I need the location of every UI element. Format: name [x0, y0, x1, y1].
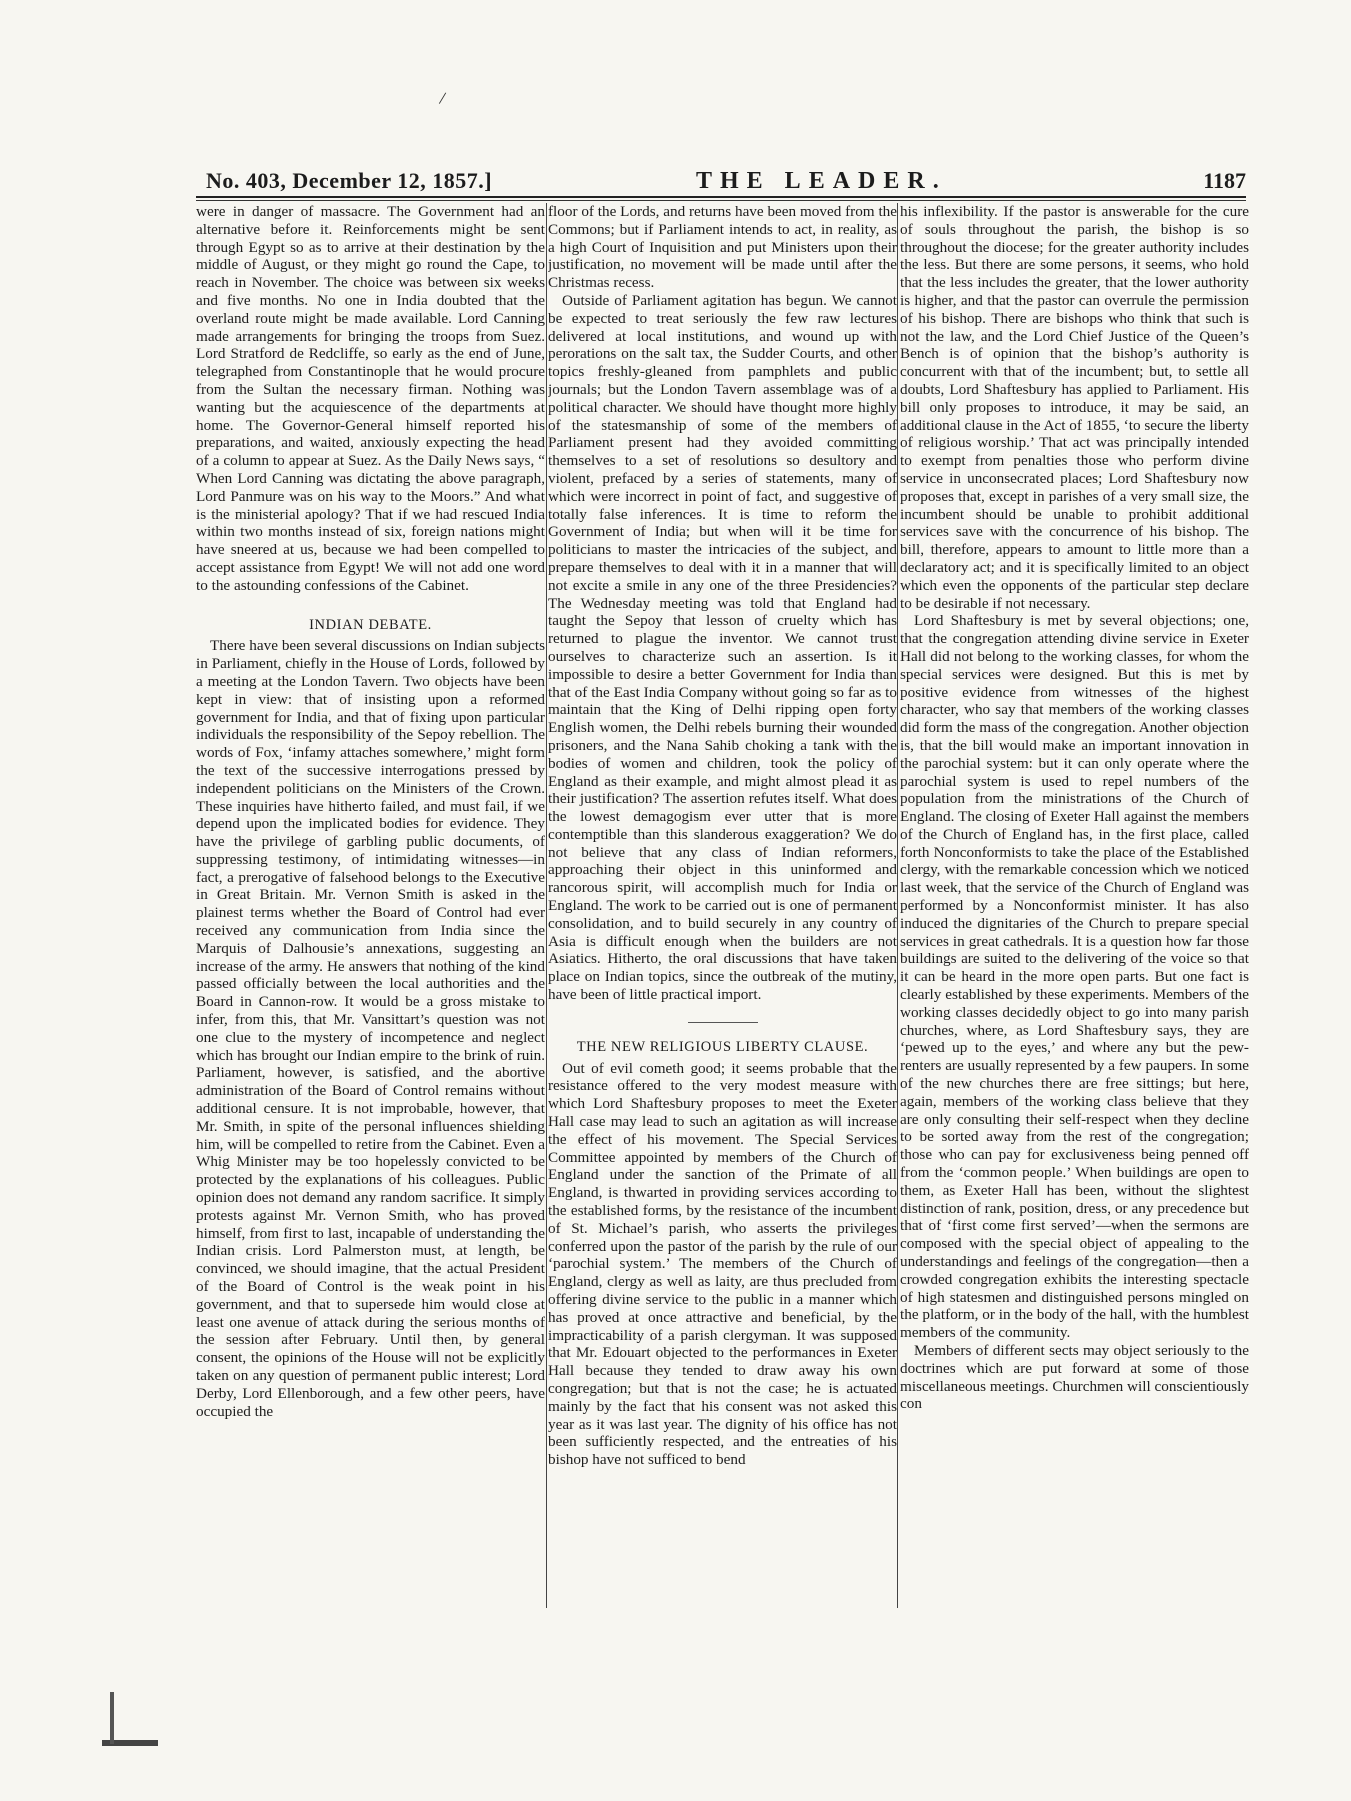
column-1 [196, 203, 545, 1613]
issue-date: No. 403, December 12, 1857.] [206, 168, 493, 193]
header-rule [196, 196, 1246, 198]
header-rule-thin [196, 200, 1246, 201]
section-heading-indian-debate: INDIAN DEBATE. [309, 616, 432, 633]
column-3 [900, 203, 1249, 1613]
page-number: 1187 [1203, 168, 1246, 193]
newspaper-title: THE LEADER. [696, 168, 947, 194]
column-divider [546, 203, 547, 1608]
paragraph: were in danger of massacre. The Government had an alternative before it. Reinforcements might be sent through Egypt so as to arrive at their destination by the middle of August, or they might go round the Cape, to reach in November. The choice was between six weeks and five months. No one in India doubted that the overland route might be made available. Lord Canning made arrangements for bringing the troops from Suez. Lord Stratford de Redcliffe, so early as the end of June, telegraphed from Constantinople that he would procure from the Sultan the necessary firman. Nothing was wanting but the acquiescence of the departments at home. The Governor-General himself reported his preparations, and waited, anxiously expecting the head of a column to appear at Suez. As the Daily News says, “ When Lord Canning was dictating the above paragraph, Lord Panmure was on his way to the Moors.” And what is the ministerial apology? That if we had rescued India within two months instead of six, foreign nations might have sneered at us, because we had been compelled to accept assistance from Egypt! We will not add one word to the astounding confessions of the Cabinet. [196, 203, 545, 594]
paragraph: Members of different sects may object seriously to the doctrines which are put forward at some of those miscellaneous meetings. Churchmen will conscientiously con [900, 1342, 1249, 1413]
paragraph: his inflexibility. If the pastor is answerable for the cure of souls throughout the parish, the bishop is so throughout the diocese; for the greater authority includes the less. But there are some persons, it seems, who hold that the less includes the greater, that the lower authority is higher, and that the pastor can overrule the permission of his bishop. There are bishops who think that such is not the law, and the Lord Chief Justice of the Queen’s Bench is of opinion that the bishop’s authority is concurrent with that of the incumbent; but, to settle all doubts, Lord Shaftesbury has applied to Parliament. His bill only proposes to introduce, it may be said, an additional clause in the Act of 1855, ‘to secure the liberty of religious worship.’ That act was principally intended to exempt from penalties those who perform divine service in unconsecrated places; Lord Shaftesbury now proposes that, except in parishes of a very small size, the incumbent should be unable to prohibit additional services save with the concurrence of his bishop. The bill, therefore, appears to amount to little more than a declaratory act; and it is specifically limited to an object which even the opponents of the particular step declare to be desirable if not necessary. [900, 203, 1249, 612]
paragraph: Out of evil cometh good; it seems probable that the resistance offered to the very modest measure with which Lord Shaftesbury proposes to meet the Exeter Hall case may lead to such an agitation as will increase the effect of his movement. The Special Services Committee appointed by members of the Church of England under the sanction of the Primate of all England, is thwarted in providing services according to the established forms, by the resistance of the incumbent of St. Michael’s parish, who asserts the privileges conferred upon the pastor of the parish by the rule of our ‘parochial system.’ The members of the Church of England, clergy as well as laity, are thus precluded from offering divine service to the public in a manner which has proved at once attractive and beneficial, by the impracticability of a parish clergyman. It was supposed that Mr. Edouart objected to the performances in Exeter Hall because they tended to draw away his own congregation; but that is not the case; he is actuated mainly by the fact that his consent was not asked this year as it was last year. The dignity of his office has not been sufficiently respected, and the entreaties of his bishop have not sufficed to bend [548, 1059, 897, 1469]
paragraph: Lord Shaftesbury is met by several objections; one, that the congregation attending divine service in Exeter Hall did not belong to the working classes, for whom the special services were designed. But this is met by positive evidence from witnesses of the highest character, who say that members of the working classes did form the mass of the congregation. Another objection is, that the bill would make an important innovation in the parochial system: but it can only operate where the parochial system is used to repel numbers of the population from the ministrations of the Church of England. The closing of Exeter Hall against the members of the Church of England has, in the first place, called forth Nonconformists to take the place of the Established clergy, with the remarkable concession which we noticed last week, that the service of the Church of England was performed by a Nonconformist minister. It has also induced the dignitaries of the Church to prepare special services in great cathedrals. It is a question how far those buildings are suited to the delivering of the voice so that it can be heard in the more open parts. But one fact is clearly established by these experiments. Members of the working classes decidedly object to go into many parish churches, where, as Lord Shaftesbury says, they are ‘pewed up to the eyes,’ and where any but the pew-renters are usually represented by a few paupers. In some of the new churches there are free sittings; but here, again, members of the working class believe that they are only consulting their self-respect when they decline to be sorted away from the rest of the congregation; those who can pay for exclusiveness being penned off from the ‘common people.’ When buildings are open to them, as Exeter Hall has been, without the slightest distinction of rank, position, dress, or any precedence but that of ‘first come first served’—when the sermons are composed with the special object of appealing to the understandings and feelings of the congregation—then a crowded congregation exhibits the interesting spectacle of high statesmen and distinguished persons mingled on the platform, or in the body of the hall, with the humblest members of the community. [900, 612, 1249, 1342]
column-2 [548, 203, 897, 1613]
paragraph: floor of the Lords, and returns have been moved from the Commons; but if Parliament intends to act, in reality, as a high Court of Inquisition and put Ministers upon their justification, no movement will be made until after the Christmas recess. [548, 203, 897, 292]
margin-pencil-mark: / [438, 87, 448, 109]
column-divider [897, 203, 898, 1608]
binding-mark [110, 1692, 114, 1744]
paragraph: Outside of Parliament agitation has begun. We cannot be expected to treat seriously the few raw lectures delivered at local institutions, and wound up with perorations on the salt tax, the Sudder Courts, and other topics freshly-gleaned from pamphlets and public journals; but the London Tavern assemblage was of a political character. We should have thought more highly of the statesmanship of some of the members of Parliament present had they avoided committing themselves to a set of resolutions so desultory and violent, prefaced by a series of statements, many of which were incorrect in point of fact, and suggestive of totally false inferences. It is time to reform the Government of India; but when will it be time for politicians to master the intricacies of the subject, and prepare themselves to deal with it in a manner that will not excite a smile in any one of the three Presidencies? The Wednesday meeting was told that England had taught the Sepoy that lesson of cruelty which has returned to plague the inventor. We cannot trust ourselves to characterize such an assertion. Is it impossible to desire a better Government for India than that of the East India Company without going so far as to maintain that the King of Delhi ripping open forty English women, the Delhi rebels burning their wounded prisoners, and the Nana Sahib choking a tank with the bodies of women and children, took the policy of England as their example, and might almost plead it as their justification? The assertion refutes itself. What does the lowest demagogism ever utter that is more contemptible than this slanderous exaggeration? We do not believe that any class of Indian reformers, approaching their object in this uninformed and rancorous spirit, will accomplish much for India or England. The work to be carried out is one of permanent consolidation, and to build securely in any country of Asia is difficult enough when the builders are not Asiatics. Hitherto, the oral discussions that have taken place on Indian topics, since the outbreak of the mutiny, have been of little practical import. [548, 291, 897, 1004]
paragraph: There have been several discussions on Indian subjects in Parliament, chiefly in the House of Lords, followed by a meeting at the London Tavern. Two objects have been kept in view: that of insisting upon a reformed government for India, and that of fixing upon particular individuals the responsibility of the Sepoy rebellion. The words of Fox, ‘infamy attaches somewhere,’ might form the text of the successive interrogations pressed by independent politicians on the Ministers of the Crown. These inquiries have hitherto failed, and must fail, if we depend upon the implicated bodies for evidence. They have the privilege of garbling public documents, of suppressing testimony, of intimidating witnesses—in fact, a prerogative of falsehood belongs to the Executive in Great Britain. Mr. Vernon Smith is asked in the plainest terms whether the Board of Control had ever received any communication from India since the Marquis of Dalhousie’s annexations, suggesting an increase of the army. He answers that nothing of the kind passed officially between the local authorities and the Board in Cannon-row. It would be a gross mistake to infer, from this, that Mr. Vansittart’s question was not one clue to the mystery of incompetence and neglect which has brought our Indian empire to the brink of ruin. Parliament, however, is satisfied, and the abortive administration of the Board of Control remains without additional censure. It is not improbable, however, that Mr. Smith, in spite of the personal influences shielding him, will be compelled to retire from the Cabinet. Even a Whig Minister may be too hopelessly convicted to be protected by the explanations of his colleagues. Public opinion does not demand any random sacrifice. It simply protests against Mr. Vernon Smith, who has proved himself, from first to last, incapable of understanding the Indian crisis. Lord Palmerston must, at length, be convinced, we should imagine, that the actual President of the Board of Control is the weak point in his government, and that to supersede him would close at least one avenue of attack during the serious months of the session after February. Until then, by general consent, the opinions of the House will not be explicitly taken on any question of permanent public interest; Lord Derby, Lord Ellenborough, and a few other peers, have occupied the [196, 637, 545, 1420]
section-separator [688, 1022, 758, 1023]
section-heading-religious-liberty: THE NEW RELIGIOUS LIBERTY CLAUSE. [576, 1038, 869, 1055]
page-header [206, 168, 1246, 198]
